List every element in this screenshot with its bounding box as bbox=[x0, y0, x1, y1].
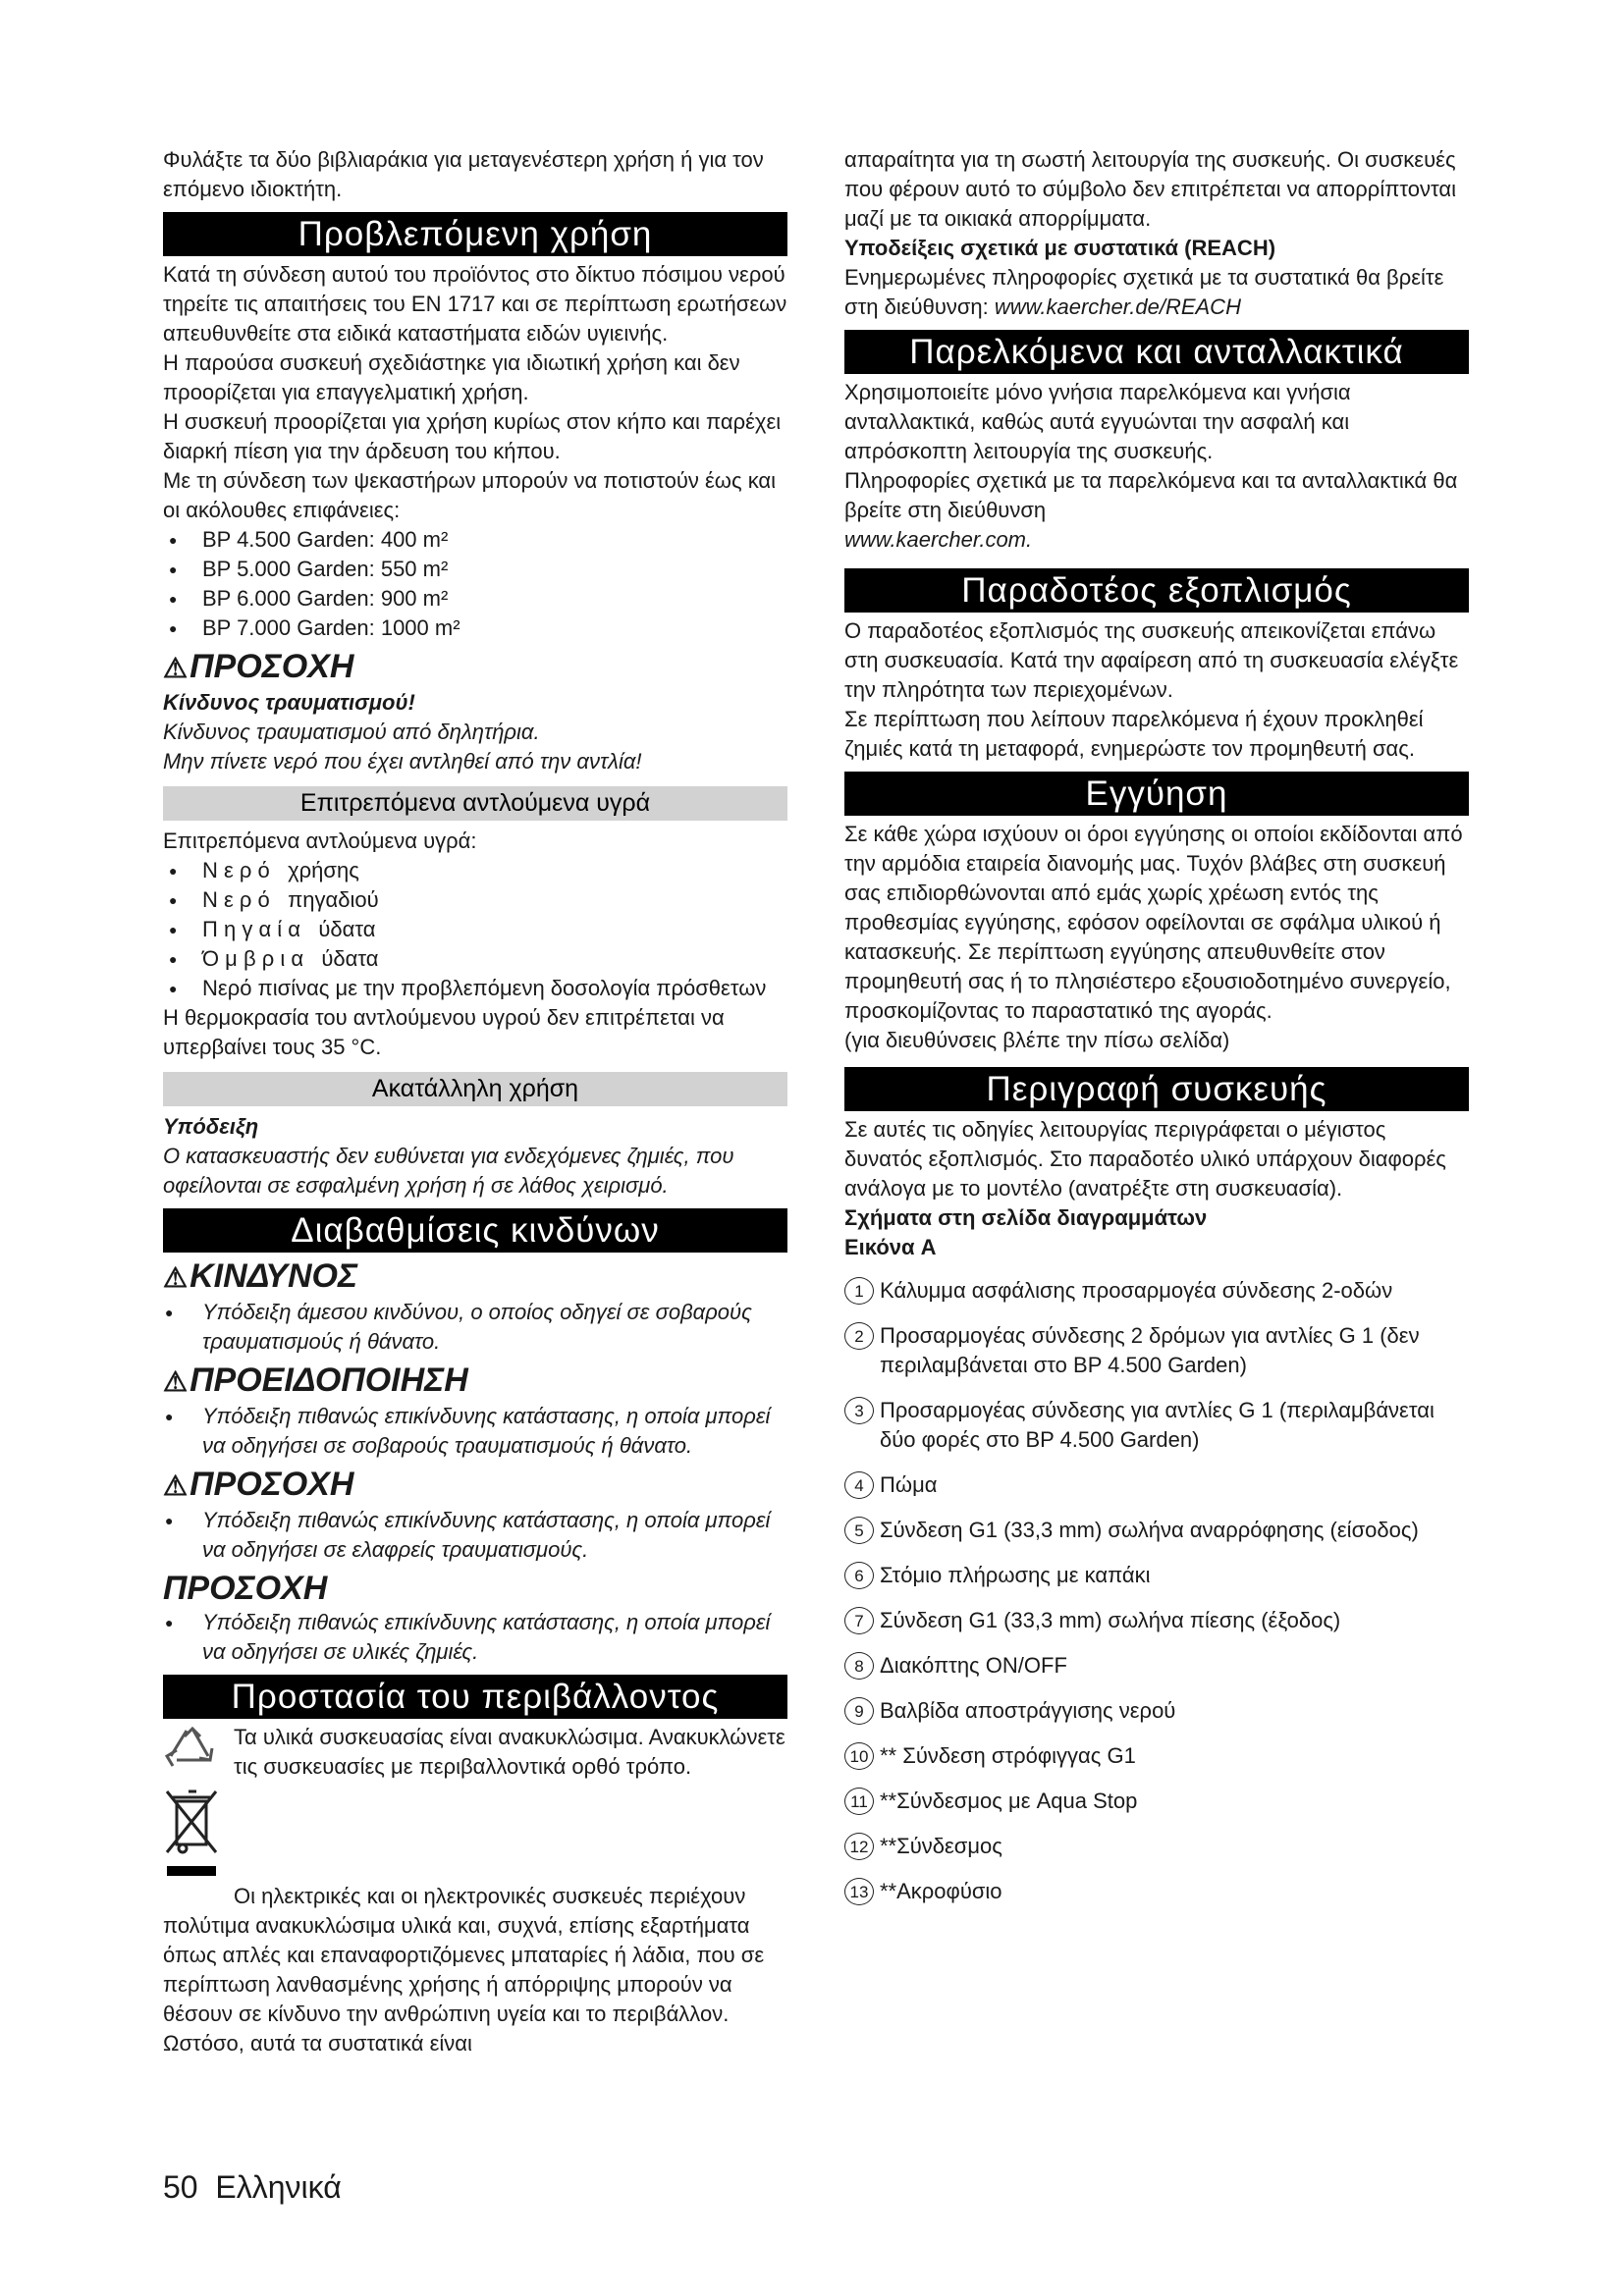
left-column bbox=[163, 145, 787, 2058]
danger-list bbox=[163, 1298, 787, 1357]
heading-hazard-levels: Διαβαθμίσεις κινδύνων bbox=[163, 1208, 787, 1253]
notice-text: ● Υπόδειξη πιθανώς επικίνδυνης κατάστασης, η οποία μπορεί να οδηγήσει σε υλικές ζημιές. bbox=[163, 1608, 787, 1667]
part-text: ** Σύνδεση στρόφιγγας G1 bbox=[880, 1743, 1136, 1768]
list-item: ● BP 7.000 Garden: 1000 m² bbox=[163, 614, 787, 643]
weee-text: Οι ηλεκτρικές και οι ηλεκτρονικές συσκευές περιέχουν πολύτιμα ανακυκλώσιμα υλικά και, συχνά, επίσης εξαρτήματα όπως απλές και επαναφορτιζόμενες μπαταρίες ή λάδια, που σε περίπτωση λανθασμένης χρήσης ή απόρριψης μπορούν να θέσουν σε κίνδυνο την ανθρώπινη υγεία και το περιβάλλον. Ωστόσο, αυτά τα συστατικά είναι bbox=[163, 1884, 765, 2056]
list-item: ● Ν ε ρ ό χρήσης bbox=[163, 856, 787, 885]
list-item bbox=[844, 1606, 1469, 1635]
part-text: Διακόπτης ON/OFF bbox=[880, 1653, 1067, 1678]
warning-triangle-icon: ⚠ bbox=[163, 1470, 189, 1501]
list-item bbox=[844, 1396, 1469, 1455]
heading-permitted-fluids: Επιτρεπόμενα αντλούμενα υγρά bbox=[163, 786, 787, 821]
warning-triangle-icon: ⚠ bbox=[163, 1366, 189, 1397]
part-text: Πώμα bbox=[880, 1472, 938, 1497]
danger-signal bbox=[163, 1256, 787, 1298]
accessories-url-link[interactable]: www.kaercher.com. bbox=[844, 527, 1033, 552]
part-text: Προσαρμογέας σύνδεσης 2 δρόμων για αντλίες G 1 (δεν περιλαμβάνεται στο BP 4.500 Garden) bbox=[880, 1323, 1420, 1377]
intended-p2: Η παρούσα συσκευή σχεδιάστηκε για ιδιωτική χρήση και δεν προορίζεται για επαγγελματική χρήση. bbox=[163, 350, 740, 404]
list-item: ● BP 4.500 Garden: 400 m² bbox=[163, 525, 787, 555]
parts-list bbox=[844, 1276, 1469, 1906]
accessories-p1: Χρησιμοποιείτε μόνο γνήσια παρελκόμενα και γνήσια ανταλλακτικά, καθώς αυτά εγγυώνται την ασφαλή και απρόσκοπτη λειτουργία της συσκευής. bbox=[844, 380, 1351, 463]
part-number: 7 bbox=[844, 1607, 874, 1634]
warning-triangle-icon: ⚠ bbox=[163, 653, 189, 683]
part-number: 9 bbox=[844, 1697, 874, 1725]
list-item: ● Νερό πισίνας με την προβλεπόμενη δοσολογία πρόσθετων bbox=[163, 974, 787, 1003]
reach-title: Υποδείξεις σχετικά με συστατικά (REACH) bbox=[844, 236, 1276, 260]
caution-line-1: Κίνδυνος τραυματισμού από δηλητήρια. bbox=[163, 720, 540, 744]
caution-signal bbox=[163, 647, 787, 688]
list-item bbox=[844, 1470, 1469, 1500]
list-item: ● BP 6.000 Garden: 900 m² bbox=[163, 584, 787, 614]
part-text: **Σύνδεσμος bbox=[880, 1834, 1002, 1858]
page-footer bbox=[163, 2167, 342, 2207]
list-item bbox=[844, 1321, 1469, 1380]
environment-icons bbox=[163, 1723, 234, 1882]
diagram-title: Σχήματα στη σελίδα διαγραμμάτων bbox=[844, 1205, 1208, 1230]
part-number: 4 bbox=[844, 1471, 874, 1499]
warning-list bbox=[163, 1402, 787, 1461]
heading-warranty: Εγγύηση bbox=[844, 772, 1469, 816]
warranty-p2: (για διευθύνσεις βλέπε την πίσω σελίδα) bbox=[844, 1028, 1230, 1052]
heading-scope-of-delivery: Παραδοτέος εξοπλισμός bbox=[844, 568, 1469, 613]
list-item: ● Ό μ β ρ ι α ύδατα bbox=[163, 944, 787, 974]
part-number: 6 bbox=[844, 1562, 874, 1589]
footer-language: Ελληνικά bbox=[215, 2169, 342, 2205]
environment-block bbox=[163, 1723, 787, 1882]
intended-p4: Με τη σύνδεση των ψεκαστήρων μπορούν να ποτιστούν έως και οι ακόλουθες επιφάνειες: bbox=[163, 468, 777, 522]
part-number: 1 bbox=[844, 1277, 874, 1305]
notice-title: ΠΡΟΣΟΧΗ bbox=[163, 1570, 328, 1607]
part-text: Σύνδεση G1 (33,3 mm) σωλήνα πίεσης (έξοδος) bbox=[880, 1608, 1341, 1632]
environment-continuation: απαραίτητα για τη σωστή λειτουργία της συσκευής. Οι συσκευές που φέρουν αυτό το σύμβολο δεν επιτρέπεται να απορρίπτονται μαζί με τα οικιακά απορρίμματα. bbox=[844, 147, 1456, 231]
part-number: 2 bbox=[844, 1322, 874, 1350]
crossed-out-wheelie-bin-icon bbox=[163, 1788, 222, 1882]
part-number: 13 bbox=[844, 1878, 874, 1905]
list-item bbox=[844, 1696, 1469, 1726]
list-item bbox=[844, 1561, 1469, 1590]
reach-text-body: Ενημερωμένες πληροφορίες σχετικά με τα συστατικά θα βρείτε στη διεύθυνση: bbox=[844, 265, 1444, 319]
environment-text-block bbox=[234, 1723, 787, 1882]
notice-signal bbox=[163, 1569, 787, 1608]
note-text: Ο κατασκευαστής δεν ευθύνεται για ενδεχόμενες ζημιές, που οφείλονται σε εσφαλμένη χρήση ή σε λάθος χειρισμό. bbox=[163, 1144, 734, 1198]
intended-p1: Κατά τη σύνδεση αυτού του προϊόντος στο δίκτυο πόσιμου νερού τηρείτε τις απαιτήσεις του EN 1717 και σε περίπτωση ερωτήσεων απευθυνθείτε στα ειδικά καταστήματα ειδών υγιεινής. bbox=[163, 262, 787, 346]
list-item bbox=[844, 1877, 1469, 1906]
part-text: Προσαρμογέας σύνδεσης για αντλίες G 1 (περιλαμβάνεται δύο φορές στο BP 4.500 Garden) bbox=[880, 1398, 1435, 1452]
part-number: 3 bbox=[844, 1397, 874, 1424]
list-item: ● Π η γ α ί α ύδατα bbox=[163, 915, 787, 944]
notice-list bbox=[163, 1608, 787, 1667]
accessories-p2: Πληροφορίες σχετικά με τα παρελκόμενα και τα ανταλλακτικά θα βρείτε στη διεύθυνση bbox=[844, 468, 1458, 522]
part-number: 10 bbox=[844, 1742, 874, 1770]
list-item bbox=[844, 1651, 1469, 1681]
recycling-icon bbox=[163, 1723, 222, 1782]
area-list bbox=[163, 525, 787, 643]
list-item: ● BP 5.000 Garden: 550 m² bbox=[163, 555, 787, 584]
heading-environmental-protection: Προστασία του περιβάλλοντος bbox=[163, 1675, 787, 1719]
caution-title: ΠΡΟΣΟΧΗ bbox=[189, 1466, 354, 1503]
part-text: Βαλβίδα αποστράγγισης νερού bbox=[880, 1698, 1176, 1723]
part-text: Κάλυμμα ασφάλισης προσαρμογέα σύνδεσης 2-οδών bbox=[880, 1278, 1393, 1303]
reach-text bbox=[844, 263, 1469, 322]
part-text: **Σύνδεσμος με Aqua Stop bbox=[880, 1789, 1138, 1813]
list-item bbox=[844, 1276, 1469, 1306]
heading-intended-use: Προβλεπόμενη χρήση bbox=[163, 212, 787, 256]
danger-text: ● Υπόδειξη άμεσου κινδύνου, ο οποίος οδηγεί σε σοβαρούς τραυματισμούς ή θάνατο. bbox=[163, 1298, 787, 1357]
list-item bbox=[844, 1787, 1469, 1816]
warning-text: ● Υπόδειξη πιθανώς επικίνδυνης κατάστασης, η οποία μπορεί να οδηγήσει σε σοβαρούς τραυματισμούς ή θάνατο. bbox=[163, 1402, 787, 1461]
intro-text: Φυλάξτε τα δύο βιβλιαράκια για μεταγενέστερη χρήση ή για τον επόμενο ιδιοκτήτη. bbox=[163, 147, 764, 201]
warning-triangle-icon: ⚠ bbox=[163, 1262, 189, 1293]
heading-accessories: Παρελκόμενα και ανταλλακτικά bbox=[844, 330, 1469, 374]
list-item bbox=[844, 1741, 1469, 1771]
fluids-list bbox=[163, 856, 787, 1003]
note-title: Υπόδειξη bbox=[163, 1114, 259, 1139]
caution-subtitle: Κίνδυνος τραυματισμού! bbox=[163, 690, 415, 715]
part-text: Σύνδεση G1 (33,3 mm) σωλήνα αναρρόφησης (είσοδος) bbox=[880, 1518, 1419, 1542]
warranty-p1: Σε κάθε χώρα ισχύουν οι όροι εγγύησης οι οποίοι εκδίδονται από την αρμόδια εταιρεία διανομής μας. Τυχόν βλάβες στη συσκευή σας επιδιορθώνονται από εμάς χωρίς χρέωση εντός της προθεσμίας εγγύησης, εφόσον οφείλονται σε σφάλμα υλικού ή κατασκευής. Σε περίπτωση εγγύησης απευθυνθείτε στον προμηθευτή σας ή το πλησιέστερο εξουσιοδοτημένο συνεργείο, προσκομίζοντας το παραστατικό της αγοράς. bbox=[844, 822, 1463, 1023]
right-column bbox=[844, 145, 1469, 1922]
danger-title: ΚΙΝΔΥΝΟΣ bbox=[189, 1257, 358, 1295]
list-item bbox=[844, 1516, 1469, 1545]
caution-text: ● Υπόδειξη πιθανώς επικίνδυνης κατάστασης, η οποία μπορεί να οδηγήσει σε ελαφρείς τραυματισμούς. bbox=[163, 1506, 787, 1565]
warning-title: ΠΡΟΕΙΔΟΠΟΙΗΣΗ bbox=[189, 1362, 468, 1399]
warning-signal bbox=[163, 1361, 787, 1402]
caution-signal bbox=[163, 1465, 787, 1506]
caution-title: ΠΡΟΣΟΧΗ bbox=[189, 648, 354, 685]
list-item bbox=[844, 1832, 1469, 1861]
recycling-text: Τα υλικά συσκευασίας είναι ανακυκλώσιμα. Ανακυκλώνετε τις συσκευασίες με περιβαλλοντικά ορθό τρόπο. bbox=[234, 1725, 785, 1779]
fluids-intro: Επιτρεπόμενα αντλούμενα υγρά: bbox=[163, 828, 477, 853]
heading-device-description: Περιγραφή συσκευής bbox=[844, 1067, 1469, 1111]
part-text: **Ακροφύσιο bbox=[880, 1879, 1002, 1903]
caution-list bbox=[163, 1506, 787, 1565]
part-text: Στόμιο πλήρωσης με καπάκι bbox=[880, 1563, 1151, 1587]
page-number: 50 bbox=[163, 2169, 198, 2205]
figure-title: Εικόνα A bbox=[844, 1235, 937, 1259]
caution-line-2: Μην πίνετε νερό που έχει αντληθεί από την αντλία! bbox=[163, 749, 642, 774]
description-p1: Σε αυτές τις οδηγίες λειτουργίας περιγράφεται ο μέγιστος δυνατός εξοπλισμός. Στο παραδοτέο υλικό υπάρχουν διαφορές ανάλογα με το μοντέλο (ανατρέξτε στη συσκευασία). bbox=[844, 1117, 1446, 1201]
part-number: 12 bbox=[844, 1833, 874, 1860]
intended-p3: Η συσκευή προορίζεται για χρήση κυρίως στον κήπο και παρέχει διαρκή πίεση για την άρδευση του κήπου. bbox=[163, 409, 782, 463]
part-number: 8 bbox=[844, 1652, 874, 1680]
scope-p2: Σε περίπτωση που λείπουν παρελκόμενα ή έχουν προκληθεί ζημιές κατά τη μεταφορά, ενημερώστε τον προμηθευτή σας. bbox=[844, 707, 1424, 761]
scope-p1: Ο παραδοτέος εξοπλισμός της συσκευής απεικονίζεται επάνω στη συσκευασία. Κατά την αφαίρεση από τη συσκευασία ελέγξτε την πληρότητα των περιεχομένων. bbox=[844, 618, 1459, 702]
part-number: 11 bbox=[844, 1788, 874, 1815]
list-item: ● Ν ε ρ ό πηγαδιού bbox=[163, 885, 787, 915]
reach-url-link[interactable]: www.kaercher.de/REACH bbox=[994, 294, 1241, 319]
part-number: 5 bbox=[844, 1517, 874, 1544]
temperature-note: Η θερμοκρασία του αντλούμενου υγρού δεν επιτρέπεται να υπερβαίνει τους 35 °C. bbox=[163, 1005, 725, 1059]
heading-improper-use: Ακατάλληλη χρήση bbox=[163, 1072, 787, 1106]
